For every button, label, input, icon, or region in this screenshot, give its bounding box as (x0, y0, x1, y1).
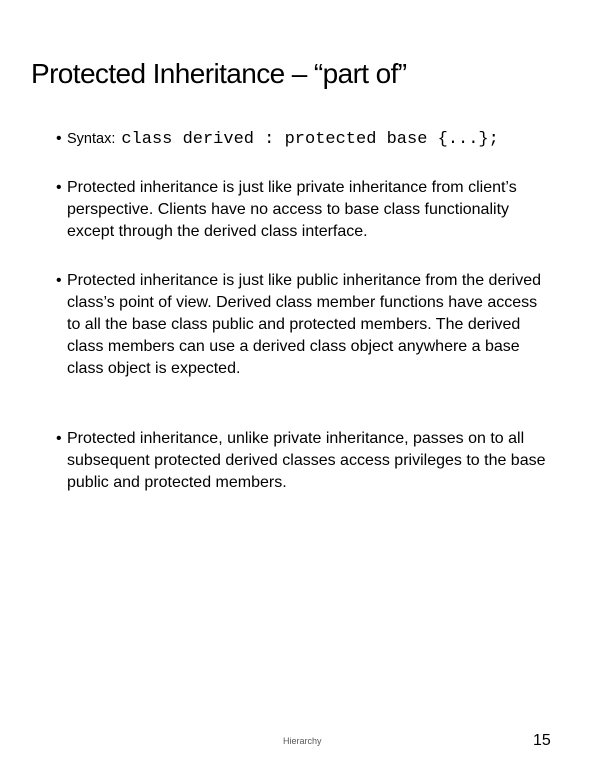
bullet-subsequent-derived (53, 428, 553, 494)
bullet-marker: • (56, 430, 62, 447)
bullet-text: Protected inheritance is just like private inheritance from client’s perspective. Clients have no access to base class functionality except through the derived class interface. (67, 179, 517, 240)
bullet-client-perspective (53, 177, 553, 243)
bullet-text: Protected inheritance is just like public inheritance from the derived class’s point of view. Derived class member functions have access to all the base class public and protected members. The derived class members can use a derived class object anywhere a base class object is expected. (67, 272, 542, 377)
bullet-marker: • (56, 272, 62, 289)
syntax-bullet (53, 128, 553, 151)
bullet-text: Protected inheritance, unlike private inheritance, passes on to all subsequent protected derived classes access privileges to the base public and protected members. (67, 430, 546, 491)
page-number: 15 (533, 732, 551, 749)
bullet-marker: • (56, 130, 62, 147)
slide-title: Protected Inheritance – “part of” (31, 58, 407, 89)
footer-label: Hierarchy (283, 736, 322, 746)
syntax-label: Syntax: (67, 131, 116, 147)
bullet-marker: • (56, 179, 62, 196)
syntax-code: class derived : protected base {...}; (121, 130, 499, 149)
syntax-line (67, 128, 553, 151)
bullet-derived-class-view (53, 270, 553, 380)
